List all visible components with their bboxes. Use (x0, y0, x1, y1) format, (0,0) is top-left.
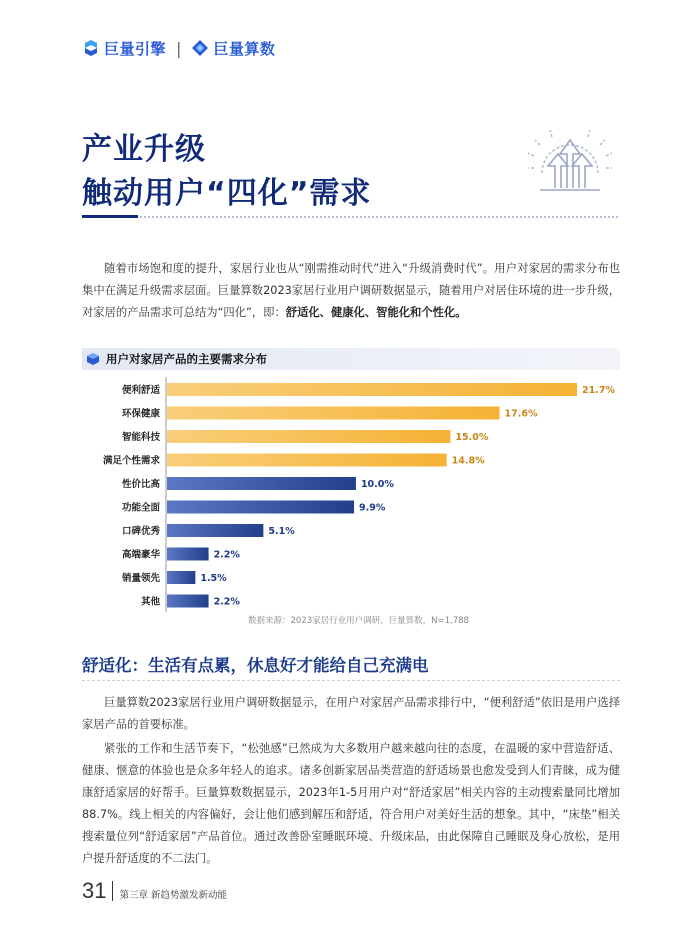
category-label: 便利舒适 (121, 385, 160, 396)
category-label: 其他 (140, 596, 160, 608)
chapter-label: 第三章 新趋势激发新动能 (119, 890, 228, 901)
section-heading: 舒适化：生活有点累，休息好才能给自己充满电 (82, 656, 429, 675)
page-footer (82, 878, 227, 904)
brand-ocean-engine: 巨量引擎 (104, 39, 167, 58)
value-label: 2.2% (213, 596, 240, 608)
chart-bar (167, 571, 195, 584)
logo-separator: | (176, 38, 182, 58)
chart-source-note: 数据来源：2023家居行业用户调研，巨量算数，N=1,788 (248, 616, 469, 626)
chart-header-bar (82, 348, 620, 370)
chart-bar (167, 524, 263, 537)
category-label: 高端豪华 (121, 549, 160, 561)
title-dotted-divider (140, 216, 618, 218)
juliang-suanshu-logo-icon (191, 39, 209, 57)
chart-bar (167, 501, 354, 514)
title-underline (82, 215, 138, 218)
section-divider (82, 680, 620, 681)
value-label: 1.5% (200, 573, 227, 584)
page-title-line1: 产业升级 (82, 132, 206, 167)
category-label: 满足个性需求 (102, 455, 160, 467)
cube-icon (86, 352, 100, 366)
page-title-line2: 触动用户“四化”需求 (82, 176, 372, 211)
intro-text: 随着市场饱和度的提升，家居行业也从“刚需推动时代”进入“升级消费时代”。用户对家居的需求分布也集中在满足升级需求层面。巨量算数2023家居行业用户调研数据显示，随着用户对居住环境的进一步升级，对家居的产品需求可总结为“四化”，即： (82, 262, 620, 319)
ocean-engine-logo-icon (82, 39, 100, 57)
chart-bar (167, 595, 209, 608)
category-label: 性价比高 (121, 479, 160, 490)
value-label: 5.1% (268, 526, 295, 537)
category-label: 功能全面 (121, 502, 160, 514)
chart-bar (167, 454, 447, 467)
footer-divider (112, 881, 113, 901)
category-label: 智能科技 (121, 432, 160, 443)
needs-distribution-chart (82, 375, 622, 615)
chart-bar (167, 477, 356, 490)
chart-bar (167, 548, 209, 561)
chart-bar (167, 383, 577, 396)
section-paragraph-1: 巨量算数2023家居行业用户调研数据显示，在用户对家居产品需求排行中，“便利舒适”依旧是用户选择家居产品的首要标准。 (82, 696, 620, 731)
section-paragraph-2: 紧张的工作和生活节奏下，“松弛感”已然成为大多数用户越来越向往的态度，在温暖的家中营造舒适、健康、惬意的体验也是众多年轻人的追求。诸多创新家居品类营造的舒适场景也愈发受到人们青睐，成为健康舒适家居的好帮手。巨量算数数据显示，2023年1-5月用户对“舒适家居”相关内容的主动搜索量同比增加88.7%。线上相关的内容偏好，会让他们感到解压和舒适，符合用户对美好生活的想象。其中，“床垫”相关搜索量位列“舒适家居”产品首位。通过改善卧室睡眠环境、升级床品，由此保障自己睡眠及身心放松，是用户提升舒适度的不二法门。 (82, 742, 620, 865)
brand-juliang-suanshu: 巨量算数 (213, 39, 276, 58)
value-label: 9.9% (359, 502, 386, 514)
chart-bar (167, 430, 450, 443)
intro-paragraph (82, 258, 620, 324)
chart-bar (167, 407, 500, 420)
page-number: 31 (82, 878, 107, 903)
value-label: 21.7% (582, 385, 615, 396)
page-title (82, 128, 371, 216)
intro-bold-text: 舒适化、健康化、智能化和个性化。 (285, 306, 467, 319)
value-label: 15.0% (455, 432, 489, 443)
header-logos (82, 38, 275, 58)
value-label: 2.2% (213, 549, 240, 561)
category-label: 销量领先 (121, 573, 160, 584)
category-label: 环保健康 (121, 408, 160, 420)
value-label: 17.6% (504, 408, 538, 420)
gear-upgrade-icon (520, 118, 620, 208)
value-label: 10.0% (360, 479, 394, 490)
category-label: 口碑优秀 (121, 526, 160, 537)
value-label: 14.8% (451, 455, 485, 467)
chart-title: 用户对家居产品的主要需求分布 (106, 352, 267, 366)
